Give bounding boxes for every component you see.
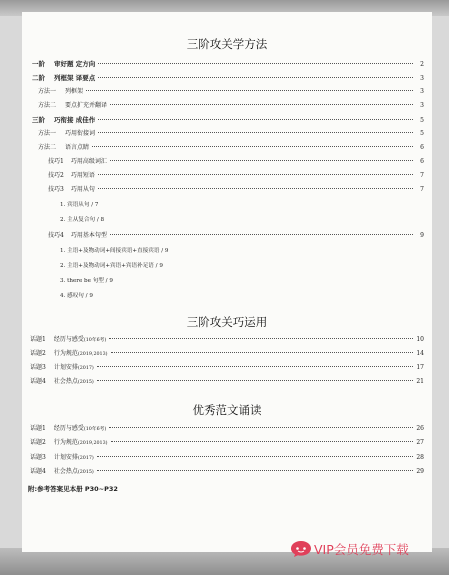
page-number: 6	[420, 144, 424, 151]
page-number: 5	[420, 130, 424, 137]
toc-subitem[interactable]: 2. 主从复合句 / 8	[60, 217, 105, 223]
leader-dots	[98, 119, 413, 120]
page-number: 3	[420, 88, 424, 95]
toc-entry[interactable]: 话题2 行为规范(2019,2013) 14	[30, 348, 424, 360]
toc-entry[interactable]: 技巧2 巧用短语 7	[48, 170, 424, 182]
page-number: 5	[420, 117, 424, 124]
leader-dots	[110, 104, 413, 105]
toc-subitem[interactable]: 2. 主语+及物动词+宾语+宾语补足语 / 9	[60, 263, 163, 269]
toc-subitem[interactable]: 1. 主语+及物动词+间接宾语+直接宾语 / 9	[60, 248, 169, 254]
page-number: 14	[416, 350, 424, 357]
leader-dots	[97, 470, 413, 471]
watermark[interactable]	[290, 540, 409, 558]
toc-entry[interactable]: 话题2 行为规范(2019,2013) 27	[30, 437, 424, 449]
toc-subitem[interactable]: 1. 宾语从句 / 7	[60, 202, 99, 208]
page-number: 28	[416, 454, 424, 461]
toc-entry[interactable]: 方法二 语言点睛 6	[38, 142, 424, 154]
leader-dots	[92, 146, 413, 147]
page-number: 29	[416, 468, 424, 475]
page-number: 17	[416, 364, 424, 371]
leader-dots	[97, 366, 413, 367]
toc-subitem[interactable]: 4. 感叹句 / 9	[60, 293, 93, 299]
page-number: 6	[420, 158, 424, 165]
toc-entry[interactable]: 技巧4 巧用基本句型 9	[48, 230, 424, 242]
toc-page	[22, 12, 432, 552]
page-number: 2	[420, 61, 424, 68]
leader-dots	[97, 456, 413, 457]
page-number: 3	[420, 75, 424, 82]
page-number: 9	[420, 232, 424, 239]
section-title-usage: 三阶攻关巧运用	[186, 315, 268, 329]
page-number: 27	[416, 439, 424, 446]
leader-dots	[109, 427, 413, 428]
page-number: 7	[420, 186, 424, 193]
answer-note: 附:参考答案见本册 P30~P32	[28, 485, 118, 493]
section-title-methods: 三阶攻关学方法	[186, 37, 268, 51]
leader-dots	[109, 338, 413, 339]
leader-dots	[111, 352, 413, 353]
toc-entry[interactable]: 话题1 经历与感受(10年6考) 26	[30, 423, 424, 435]
toc-entry[interactable]: 二阶 列框架 译要点 3	[32, 72, 424, 84]
toc-entry[interactable]: 技巧1 巧用高级词汇 6	[48, 156, 424, 168]
toc-entry[interactable]: 技巧3 巧用从句 7	[48, 184, 424, 196]
leader-dots	[98, 132, 413, 133]
leader-dots	[98, 174, 413, 175]
leader-dots	[110, 160, 413, 161]
toc-entry[interactable]: 话题3 计划安排(2017) 17	[30, 362, 424, 374]
toc-entry[interactable]: 三阶 巧衔接 成佳作 5	[32, 114, 424, 126]
page-number: 10	[416, 336, 424, 343]
toc-entry[interactable]: 方法一 巧用衔接词 5	[38, 128, 424, 140]
watermark-text: VIP会员免费下载	[314, 542, 409, 557]
toc-entry[interactable]: 话题4 社会热点(2015) 29	[30, 466, 424, 478]
leader-dots	[98, 188, 413, 189]
leader-dots	[86, 90, 413, 91]
toc-entry[interactable]: 一阶 审好题 定方向 2	[32, 58, 424, 70]
leader-dots	[97, 380, 413, 381]
leader-dots	[98, 63, 413, 64]
toc-entry[interactable]: 方法二 要点扩充并翻译 3	[38, 100, 424, 112]
leader-dots	[111, 441, 413, 442]
chat-bubble-icon	[290, 540, 312, 558]
leader-dots	[110, 234, 413, 235]
page-number: 7	[420, 172, 424, 179]
toc-entry[interactable]: 话题4 社会热点(2015) 21	[30, 376, 424, 388]
leader-dots	[98, 77, 413, 78]
section-title-reading: 优秀范文诵读	[192, 403, 262, 417]
toc-entry[interactable]: 话题1 经历与感受(10年6考) 10	[30, 334, 424, 346]
page-number: 3	[420, 102, 424, 109]
toc-subitem[interactable]: 3. there be 句型 / 9	[60, 278, 113, 284]
toc-entry[interactable]: 话题3 计划安排(2017) 28	[30, 452, 424, 464]
page-number: 26	[416, 425, 424, 432]
page-number: 21	[416, 378, 424, 385]
toc-entry[interactable]: 方法一 列框架 3	[38, 86, 424, 98]
